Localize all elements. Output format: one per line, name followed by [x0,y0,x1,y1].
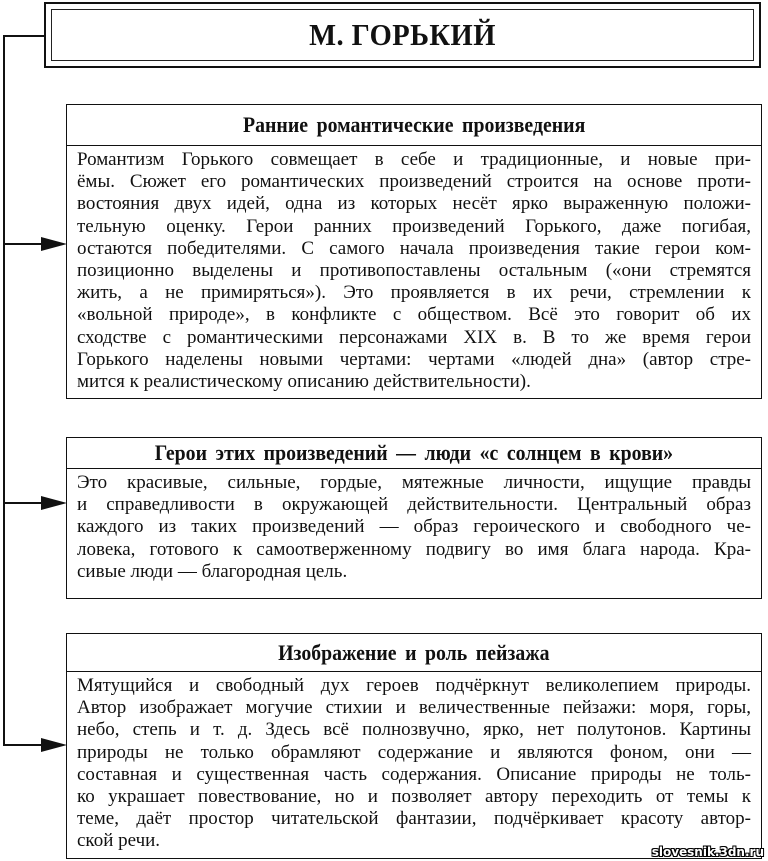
text-line: Автор изображает могучие стихии и величественные пейзажи: моря, горы, [77,697,751,719]
connector-line-top [3,35,44,37]
section-body [67,672,761,853]
text-line: составная и существенная часть содержания. Описание природы не толь- [77,763,751,785]
text-line: ко украшает повествование, но и позволяет автору переходить от темы к [77,786,751,808]
arrow-right-icon [3,738,66,752]
section-heading-text: Изображение и роль пейзажа [278,639,550,665]
text-line: позиционно выделены и противопоставлены остальным («они стремятся [77,260,751,282]
section-heading [67,438,761,469]
connector-line-vertical [3,35,5,746]
text-line: Романтизм Горького совмещает в себе и традиционные, и новые при- [77,149,751,170]
title-inner-frame [51,9,754,61]
text-line: мится к реалистическому описанию действительности). [77,371,531,393]
text-line: сивые люди — благородная цель. [77,560,348,582]
title-box [44,2,761,68]
text-line: природы не только обрамляют содержание и являются фоном, они — [77,741,751,763]
text-line: ёмы. Сюжет его романтических произведений строится на основе проти- [77,171,751,193]
section-heading [67,105,761,146]
text-line: Мятущийся и свободный дух героев подчёркнут великолепием природы. [77,675,751,696]
section-heading-text: Герои этих произведений — люди «с солнцем в крови» [154,440,674,465]
section-landscape-role [66,633,762,859]
text-line: остаются победителями. С самого начала произведения такие герои ком- [77,237,751,259]
text-line: небо, степь и т. д. Здесь всё полнозвучно, ярко, нет полутонов. Картины [77,719,751,741]
text-line: ской речи. [77,830,161,852]
section-body [67,146,761,393]
section-body [67,469,761,583]
text-line: «вольной природе», в конфликте с обществом. Всё это говорит об их [77,304,751,326]
text-line: тельную оценку. Герои ранних произведений Горького, даже погибая, [77,215,751,237]
section-heroes-sun-in-blood [66,437,762,599]
section-early-romantic-works [66,104,762,399]
section-heading [67,634,761,672]
text-line: каждого из таких произведений — образ героического и свободного че- [77,516,751,538]
text-line: ловека, готового к самоотверженному подвигу во имя блага народа. Кра- [77,538,751,560]
text-line: теме, даёт простор читательской фантазии, подчёркивает красоту автор- [77,808,751,830]
text-line: жить, а не примиряться»). Это проявляется в их речи, стремлении к [77,282,751,304]
section-heading-text: Ранние романтические произведения [242,112,586,137]
text-line: сходстве с романтическими персонажами XIX в. В то же время герои [77,326,751,348]
text-line: востояния двух идей, одна из которых несёт ярко выраженную положи- [77,193,751,215]
arrow-right-icon [3,496,66,510]
watermark: slovesnik.3dn.ru [651,845,764,859]
arrow-right-icon [3,237,66,251]
text-line: Это красивые, сильные, гордые, мятежные личности, ищущие правды [77,472,751,493]
page-title: М. ГОРЬКИЙ [309,17,496,52]
text-line: Горького наделены новыми чертами: чертами «людей дна» (автор стре- [77,348,751,370]
text-line: и справедливости в окружающей действительности. Центральный образ [77,494,751,516]
